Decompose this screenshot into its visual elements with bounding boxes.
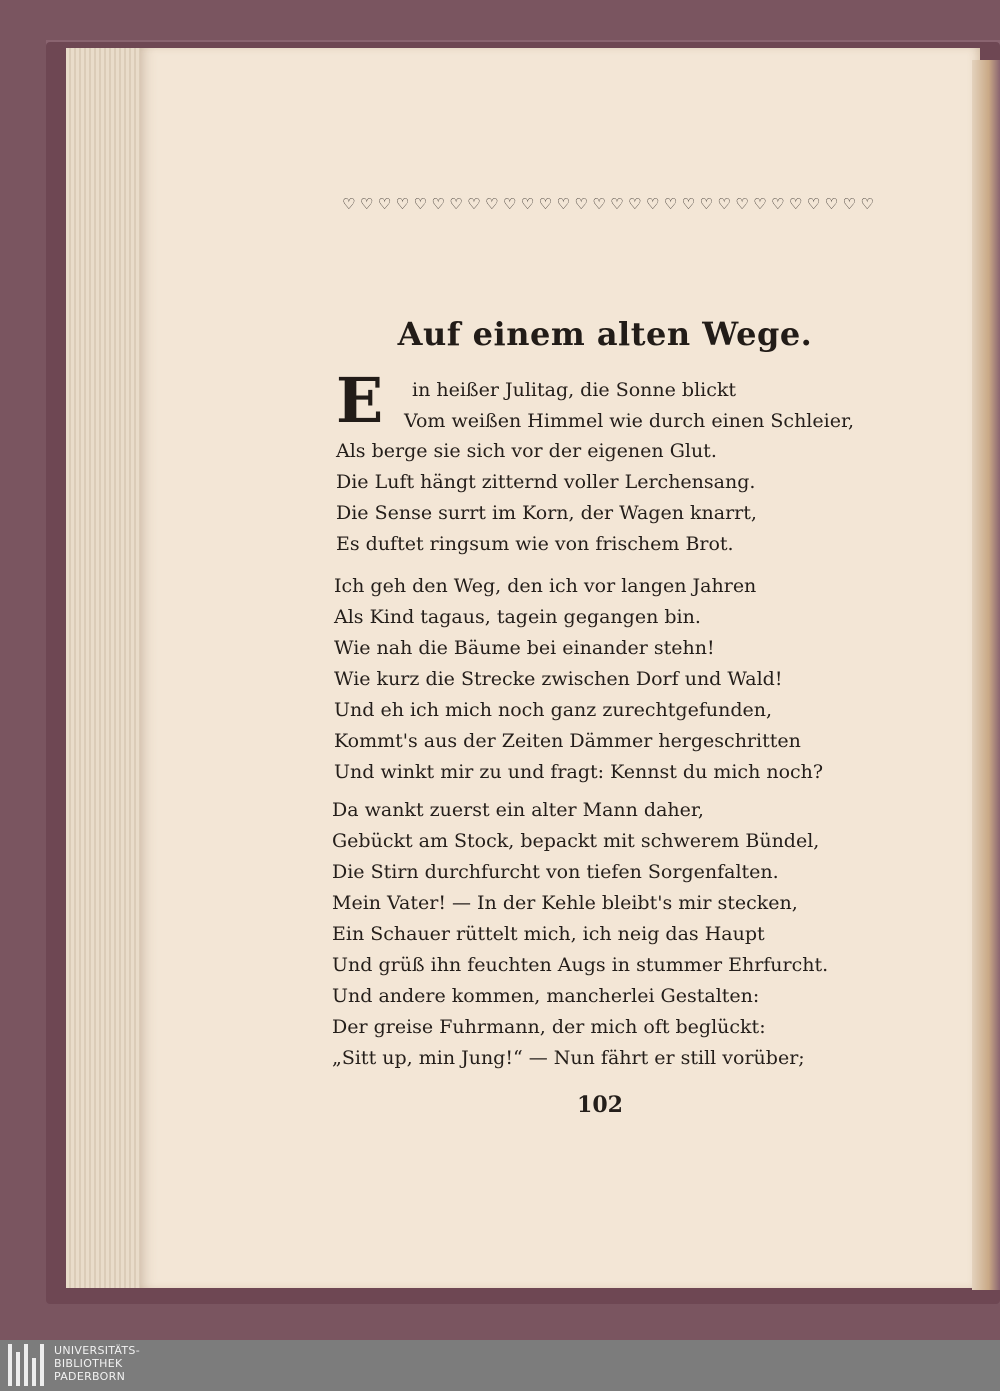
heart-icon: ♡ (735, 194, 749, 213)
heart-icon: ♡ (431, 194, 445, 213)
heart-icon: ♡ (842, 194, 856, 213)
poem-line: Ich geh den Weg, den ich vor langen Jahren (334, 575, 757, 597)
ornament-border (342, 193, 874, 215)
poem-line: „Sitt up, min Jung!“ — Nun fährt er still vorüber; (332, 1047, 805, 1069)
page-number: 102 (577, 1092, 623, 1118)
poem-line: Gebückt am Stock, bepackt mit schwerem Bündel, (332, 830, 820, 852)
heart-icon: ♡ (663, 194, 678, 213)
poem-line: Vom weißen Himmel wie durch einen Schleier, (404, 410, 854, 432)
poem-line: Da wankt zuerst ein alter Mann daher, (332, 799, 704, 821)
heart-icon: ♡ (359, 194, 374, 213)
poem-line: Die Luft hängt zitternd voller Lerchensang. (336, 471, 756, 493)
heart-icon: ♡ (592, 194, 606, 213)
heart-icon: ♡ (413, 194, 427, 213)
heart-icon: ♡ (502, 194, 517, 213)
poem-line: Die Stirn durchfurcht von tiefen Sorgenfalten. (332, 861, 779, 883)
poem-line: Der greise Fuhrmann, der mich oft beglückt: (332, 1016, 766, 1038)
heart-icon: ♡ (628, 194, 642, 213)
heart-icon: ♡ (377, 194, 392, 213)
heart-icon: ♡ (574, 194, 588, 213)
heart-icon: ♡ (395, 194, 410, 213)
heart-icon: ♡ (485, 194, 499, 213)
poem-line: Als berge sie sich vor der eigenen Glut. (336, 440, 717, 462)
heart-icon: ♡ (771, 194, 785, 213)
heart-icon: ♡ (556, 194, 570, 213)
poem-line: Und eh ich mich noch ganz zurechtgefunden, (334, 699, 773, 721)
library-name-line: PADERBORN (54, 1370, 126, 1383)
heart-icon: ♡ (681, 194, 696, 213)
heart-icon: ♡ (824, 194, 839, 213)
heart-icon: ♡ (753, 194, 767, 213)
heart-icon: ♡ (467, 194, 481, 213)
heart-icon: ♡ (717, 194, 731, 213)
heart-icon: ♡ (342, 194, 356, 213)
heart-icon: ♡ (538, 194, 553, 213)
library-name-line: BIBLIOTHEK (54, 1357, 123, 1370)
heart-icon: ♡ (449, 194, 463, 213)
poem-line: Und andere kommen, mancherlei Gestalten: (332, 985, 760, 1007)
library-logo-icon (8, 1344, 48, 1386)
heart-icon: ♡ (610, 194, 624, 213)
poem-line: Und grüß ihn feuchten Augs in stummer Ehrfurcht. (332, 954, 829, 976)
library-name-line: UNIVERSITÄTS- (54, 1344, 140, 1357)
poem-line: Ein Schauer rüttelt mich, ich neig das Haupt (332, 923, 765, 945)
page-stack (66, 48, 146, 1288)
poem-line: in heißer Julitag, die Sonne blickt (412, 379, 737, 401)
heart-icon: ♡ (520, 194, 535, 213)
heart-icon: ♡ (788, 194, 803, 213)
poem-line: Wie kurz die Strecke zwischen Dorf und Wald! (334, 668, 783, 690)
poem-line: Wie nah die Bäume bei einander stehn! (334, 637, 715, 659)
heart-icon: ♡ (860, 194, 874, 213)
poem-line: Und winkt mir zu und fragt: Kennst du mich noch? (334, 761, 824, 783)
heart-icon: ♡ (806, 194, 821, 213)
poem-line: Die Sense surrt im Korn, der Wagen knarrt, (336, 502, 757, 524)
heart-icon: ♡ (699, 194, 713, 213)
poem-line: Mein Vater! — In der Kehle bleibt's mir stecken, (332, 892, 798, 914)
page-gutter (972, 60, 1000, 1290)
poem-title: Auf einem alten Wege. (397, 315, 813, 353)
drop-cap: E (336, 364, 384, 437)
poem-line: Kommt's aus der Zeiten Dämmer hergeschritten (334, 730, 801, 752)
poem-line: Als Kind tagaus, tagein gegangen bin. (334, 606, 701, 628)
library-name (54, 1344, 214, 1383)
heart-icon: ♡ (645, 194, 660, 213)
poem-line: Es duftet ringsum wie von frischem Brot. (336, 533, 734, 555)
